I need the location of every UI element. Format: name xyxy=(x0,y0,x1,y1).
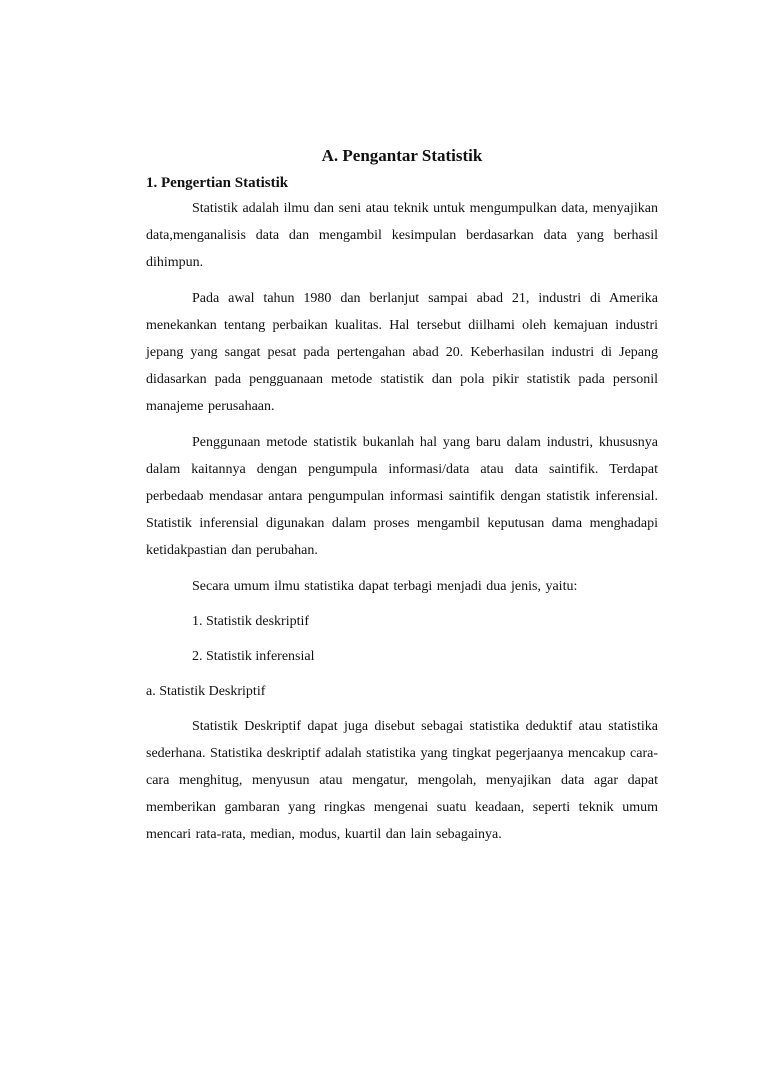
paragraph-history: Pada awal tahun 1980 dan berlanjut sampai abad 21, industri di Amerika menekankan tentang perbaikan kualitas. Hal tersebut diilhami oleh kemajuan industri jepang yang sangat pesat pada pertengahan abad 20. Keberhasilan industri di Jepang didasarkan pada pengguanaan metode statistik dan pola pikir statistik pada personil manajeme perusahaan. xyxy=(146,291,658,414)
paragraph-definition: Statistik adalah ilmu dan seni atau teknik untuk mengumpulkan data, menyajikan data,menganalisis data dan mengambil kesimpulan berdasarkan data yang berhasil dihimpun. xyxy=(146,201,658,270)
list-item: 1. Statistik deskriptif xyxy=(192,614,310,629)
paragraph-usage: Penggunaan metode statistik bukanlah hal yang baru dalam industri, khususnya dalam kaitannya dengan pengumpula informasi/data atau data saintifik. Terdapat perbedaab mendasar antara pengumpulan informasi saintifik dengan statistik inferensial. Statistik inferensial digunakan dalam proses mengambil keputusan dama menghadapi ketidakpastian dan perubahan. xyxy=(146,435,658,558)
page-title: A. Pengantar Statistik xyxy=(321,146,483,165)
list-item: 2. Statistik inferensial xyxy=(192,649,315,664)
document-page xyxy=(146,141,658,848)
section-heading-pengertian: 1. Pengertian Statistik xyxy=(146,175,289,191)
section-heading-deskriptif: a. Statistik Deskriptif xyxy=(146,684,266,699)
paragraph-deskriptif: Statistik Deskriptif dapat juga disebut sebagai statistika deduktif atau statistika sederhana. Statistika deskriptif adalah statistika yang tingkat pegerjaanya mencakup cara-cara menghitug, menyusun atau mengatur, mengolah, menyajikan data agar dapat memberikan gambaran yang ringkas mengenai suatu keadaan, seperti teknik umum mencari rata-rata, median, modus, kuartil dan lain sebagainya. xyxy=(146,719,658,842)
paragraph-types-intro: Secara umum ilmu statistika dapat terbagi menjadi dua jenis, yaitu: xyxy=(192,579,578,594)
